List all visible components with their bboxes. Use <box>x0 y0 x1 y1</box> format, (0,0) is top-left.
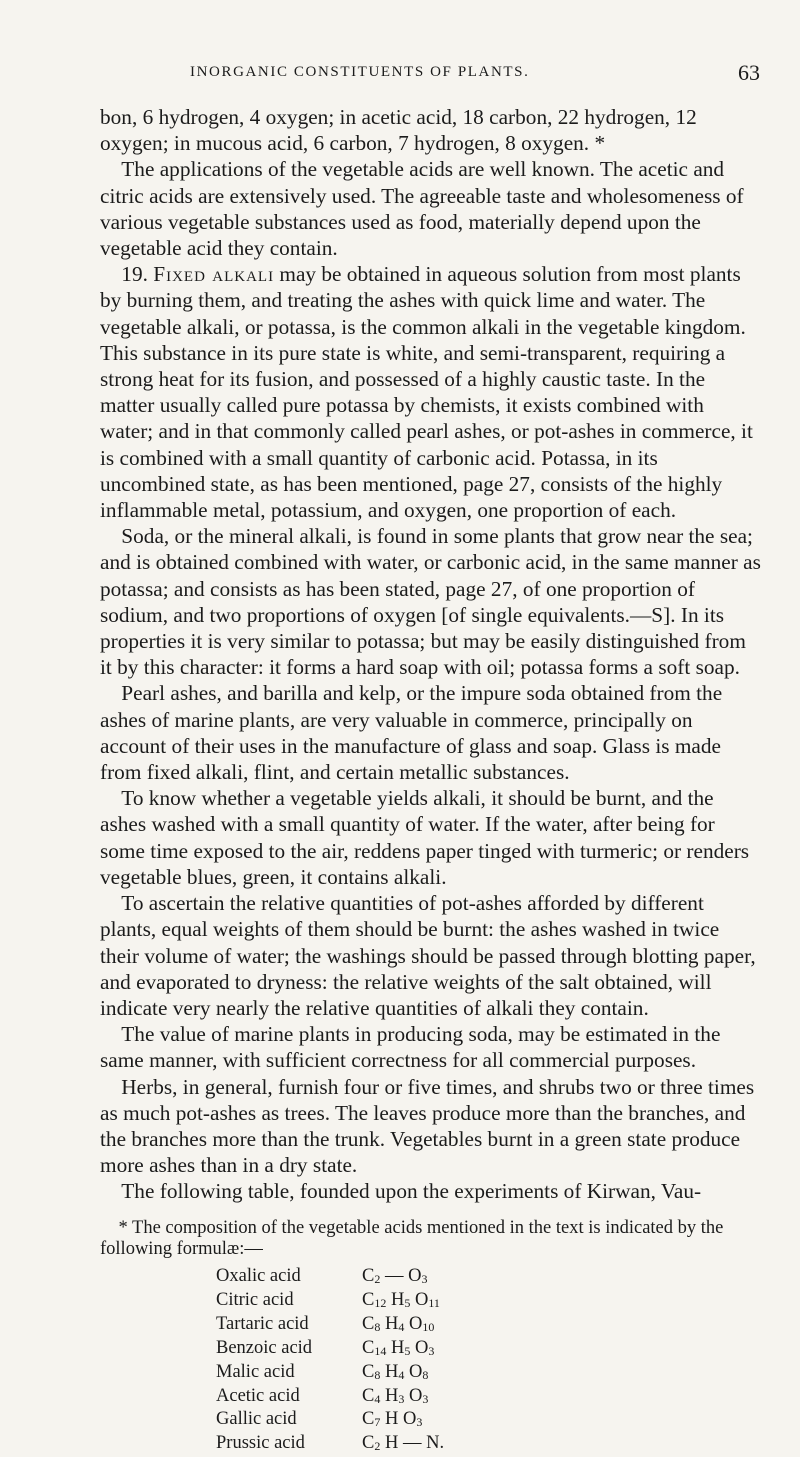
paragraph: To know whether a vegetable yields alkali, it should be burnt, and the ashes washed with a small quantity of water. If the water, after being for some time exposed to the air, reddens paper tinged with turmeric; or renders vegetable blues, green, it contains alkali. <box>100 786 750 889</box>
page-number: 63 <box>738 60 760 85</box>
section-number: 19. <box>121 262 148 287</box>
acid-formula: C2 H — N. <box>362 1433 445 1454</box>
acid-name: Prussic acid <box>216 1433 305 1454</box>
formula-row <box>216 1433 444 1457</box>
acid-name: Tartaric acid <box>216 1313 309 1334</box>
formula-row <box>216 1409 444 1433</box>
paragraph: To ascertain the relative quantities of pot-ashes afforded by different plants, equal weights of them should be burnt: the ashes washed in twice their volume of water; the washings should be passed through blotting paper, and evaporated to dryness: the relative weights of the salt obtained, will indicate very nearly the relative quantities of alkali they contain. <box>100 891 756 1020</box>
running-head: INORGANIC CONSTITUENTS OF PLANTS. <box>190 64 530 80</box>
acid-name: Malic acid <box>216 1361 295 1382</box>
acid-formula: C4 H3 O3 <box>362 1385 429 1406</box>
acid-name: Gallic acid <box>216 1409 297 1430</box>
acid-name: Oxalic acid <box>216 1266 301 1286</box>
acid-formula: C8 H4 O10 <box>362 1313 435 1334</box>
acid-name: Citric acid <box>216 1289 294 1310</box>
acid-formula: C8 H4 O8 <box>362 1361 429 1382</box>
acid-name: Acetic acid <box>216 1385 300 1406</box>
formula-row <box>216 1266 444 1290</box>
acid-name: Benzoic acid <box>216 1337 313 1358</box>
formula-row <box>216 1338 444 1362</box>
formula-row <box>216 1362 444 1386</box>
acid-formula: C7 H O3 <box>362 1409 423 1430</box>
acid-formula: C14 H5 O3 <box>362 1337 435 1358</box>
paragraph: The following table, founded upon the experiments of Kirwan, Vau- <box>121 1179 702 1204</box>
paragraph: Soda, or the mineral alkali, is found in some plants that grow near the sea; and is obtained combined with water, or carbonic acid, in the same manner as potassa; and consists as has been stated, page 27, of one proportion of sodium, and two proportions of oxygen [of single equivalents.—S]. In its properties it is very similar to potassa; but may be easily distinguished from it by this character: it forms a hard soap with oil; potassa forms a soft soap. <box>100 524 761 680</box>
paragraph: The applications of the vegetable acids are well known. The acetic and citric acids are extensively used. The agreeable taste and wholesomeness of various vegetable substances used as food, materially depend upon the vegetable acid they contain. <box>100 157 744 261</box>
section-heading: Fixed alkali <box>153 262 275 287</box>
formula-row <box>216 1290 444 1314</box>
acid-formula: C2 — O3 <box>362 1266 428 1286</box>
formula-row <box>216 1386 444 1410</box>
footnote <box>100 1218 762 1260</box>
page-header <box>100 60 760 90</box>
acid-formula: C12 H5 O11 <box>362 1289 440 1310</box>
paragraph: 19. Fixed alkali may be obtained in aqueous solution from most plants by burning them, and treating the ashes with quick lime and water. The vegetable alkali, or potassa, is the common alkali in the vegetable kingdom. This substance in its pure state is white, and semi-transparent, requiring a strong heat for its fusion, and possessed of a highly caustic taste. In the matter usually called pure potassa by chemists, it exists combined with water; and in that commonly called pearl ashes, or pot-ashes in commerce, it is combined with a small quantity of carbonic acid. Potassa, in its uncombined state, as has been mentioned, page 27, consists of the highly inflammable metal, potassium, and oxygen, one proportion of each. <box>100 262 753 523</box>
body-text <box>100 104 762 1205</box>
paragraph: bon, 6 hydrogen, 4 oxygen; in acetic acid, 18 carbon, 22 hydrogen, 12 oxygen; in mucous acid, 6 carbon, 7 hydrogen, 8 oxygen. * <box>100 105 697 156</box>
paragraph: Pearl ashes, and barilla and kelp, or the impure soda obtained from the ashes of marine plants, are very valuable in commerce, principally on account of their uses in the manufacture of glass and soap. Glass is made from fixed alkali, flint, and certain metallic substances. <box>100 681 723 785</box>
paragraph: The value of marine plants in producing soda, may be estimated in the same manner, with sufficient correctness for all commercial purposes. <box>100 1022 721 1073</box>
formula-table <box>216 1266 444 1457</box>
footnote-text: * The composition of the vegetable acids mentioned in the text is indicated by the following formulæ:— <box>100 1218 724 1259</box>
paragraph: Herbs, in general, furnish four or five times, and shrubs two or three times as much pot-ashes as trees. The leaves produce more than the branches, and the branches more than the trunk. Vegetables burnt in a green state produce more ashes than in a dry state. <box>100 1074 755 1178</box>
formula-row <box>216 1314 444 1338</box>
